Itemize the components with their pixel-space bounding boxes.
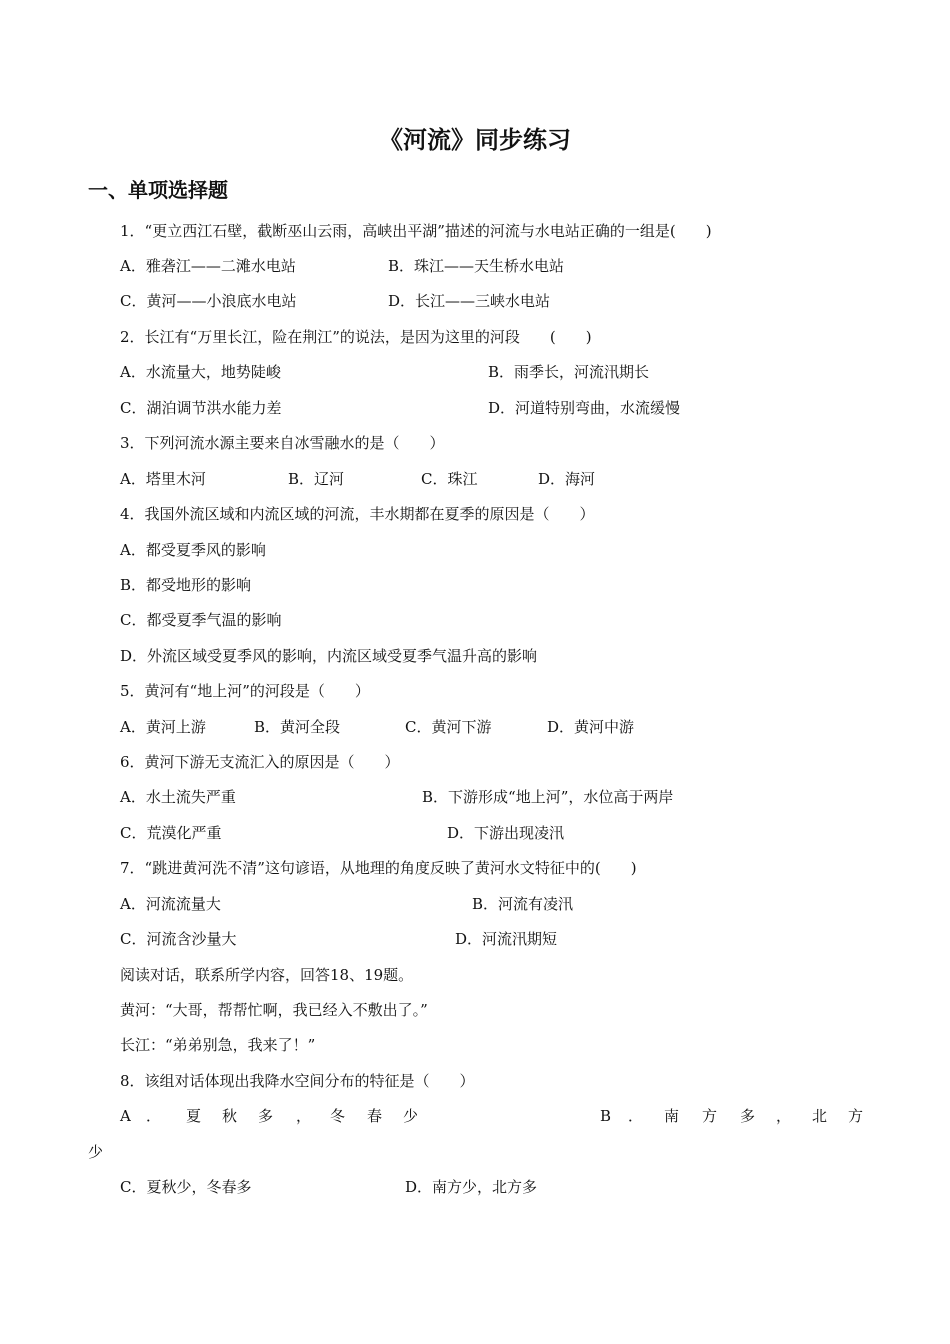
q7-option-d: D．河流汛期短 [455,930,558,948]
q8-option-b-char: 方 [848,1107,864,1125]
q2-option-d: D．河道特别弯曲，水流缓慢 [488,399,681,417]
q1-stem: 1．“更立西江石壁，截断巫山云雨，高峡出平湖”描述的河流与水电站正确的一组是( ) [120,222,712,240]
q7-option-a: A．河流流量大 [120,895,221,913]
q8-option-a-char: 多 [258,1107,274,1125]
q8-option-b-char: ． [628,1107,644,1125]
q3-option-c: C．珠江 [421,470,478,488]
q6-option-b: B．下游形成“地上河”，水位高于两岸 [422,788,674,806]
q2-option-c: C．湖泊调节洪水能力差 [120,399,282,417]
q1-option-b: B．珠江——天生桥水电站 [388,257,565,275]
q2-option-a: A．水流量大，地势陡峻 [120,363,281,381]
q5-option-b: B．黄河全段 [254,718,341,736]
q2-option-b: B．雨季长，河流汛期长 [488,363,650,381]
q4-option-d: D．外流区域受夏季风的影响，内流区域受夏季气温升高的影响 [120,647,538,665]
dialogue-changjiang: 长江：“弟弟别急，我来了！” [120,1036,316,1054]
q8-option-c: C．夏秋少，冬春多 [120,1178,252,1196]
q5-stem: 5．黄河有“地上河”的河段是（ ） [120,682,370,700]
q3-option-b: B．辽河 [288,470,345,488]
reading-intro: 阅读对话，联系所学内容，回答18、19题。 [120,966,414,984]
q8-option-a-char: 夏 [186,1107,202,1125]
q2-stem: 2．长江有“万里长江，险在荆江”的说法，是因为这里的河段 ( ) [120,328,592,346]
page-title: 《河流》同步练习 [379,126,571,154]
q8-option-a-char: 冬 [330,1107,346,1125]
q8-option-b-char: 多 [740,1107,756,1125]
q8-option-a-char: ． [146,1107,162,1125]
q8-option-a-char: 春 [367,1107,383,1125]
q4-option-c: C．都受夏季气温的影响 [120,611,282,629]
q1-option-c: C．黄河——小浪底水电站 [120,292,297,310]
q8-option-b-char: ， [776,1107,792,1125]
q6-option-d: D．下游出现凌汛 [447,824,565,842]
dialogue-huanghe: 黄河：“大哥，帮帮忙啊，我已经入不敷出了。” [120,1001,428,1019]
q7-option-c: C．河流含沙量大 [120,930,237,948]
q8-option-b-char: 北 [812,1107,828,1125]
q8-option-b-char: B [600,1107,612,1125]
q8-option-a-char: ， [296,1107,312,1125]
q8-option-a-char: A [120,1107,131,1125]
q3-option-d: D．海河 [538,470,596,488]
q1-option-a: A．雅砻江——二滩水电站 [120,257,296,275]
q8-option-b-char: 南 [664,1107,680,1125]
q8-option-b-char: 方 [702,1107,718,1125]
q6-stem: 6．黄河下游无支流汇入的原因是（ ） [120,753,400,771]
q7-option-b: B．河流有凌汛 [472,895,574,913]
q8-option-a-char: 秋 [222,1107,238,1125]
q3-option-a: A．塔里木河 [120,470,206,488]
q8-option-a-char: 少 [403,1107,419,1125]
q6-option-c: C．荒漠化严重 [120,824,222,842]
q8-stem: 8．该组对话体现出我降水空间分布的特征是（ ） [120,1072,475,1090]
q3-stem: 3．下列河流水源主要来自冰雪融水的是（ ） [120,434,445,452]
q7-stem: 7．“跳进黄河洗不清”这句谚语，从地理的角度反映了黄河水文特征中的( ) [120,859,637,877]
q8-option-d: D．南方少，北方多 [405,1178,538,1196]
q4-stem: 4．我国外流区域和内流区域的河流，丰水期都在夏季的原因是（ ） [120,505,595,523]
q4-option-b: B．都受地形的影响 [120,576,252,594]
q5-option-a: A．黄河上游 [120,718,206,736]
q5-option-d: D．黄河中游 [547,718,635,736]
section-heading: 一、单项选择题 [88,178,228,202]
q1-option-d: D．长江——三峡水电站 [388,292,551,310]
q6-option-a: A．水土流失严重 [120,788,236,806]
q5-option-c: C．黄河下游 [405,718,492,736]
q4-option-a: A．都受夏季风的影响 [120,541,266,559]
q8-option-b-wrap: 少 [88,1143,104,1161]
